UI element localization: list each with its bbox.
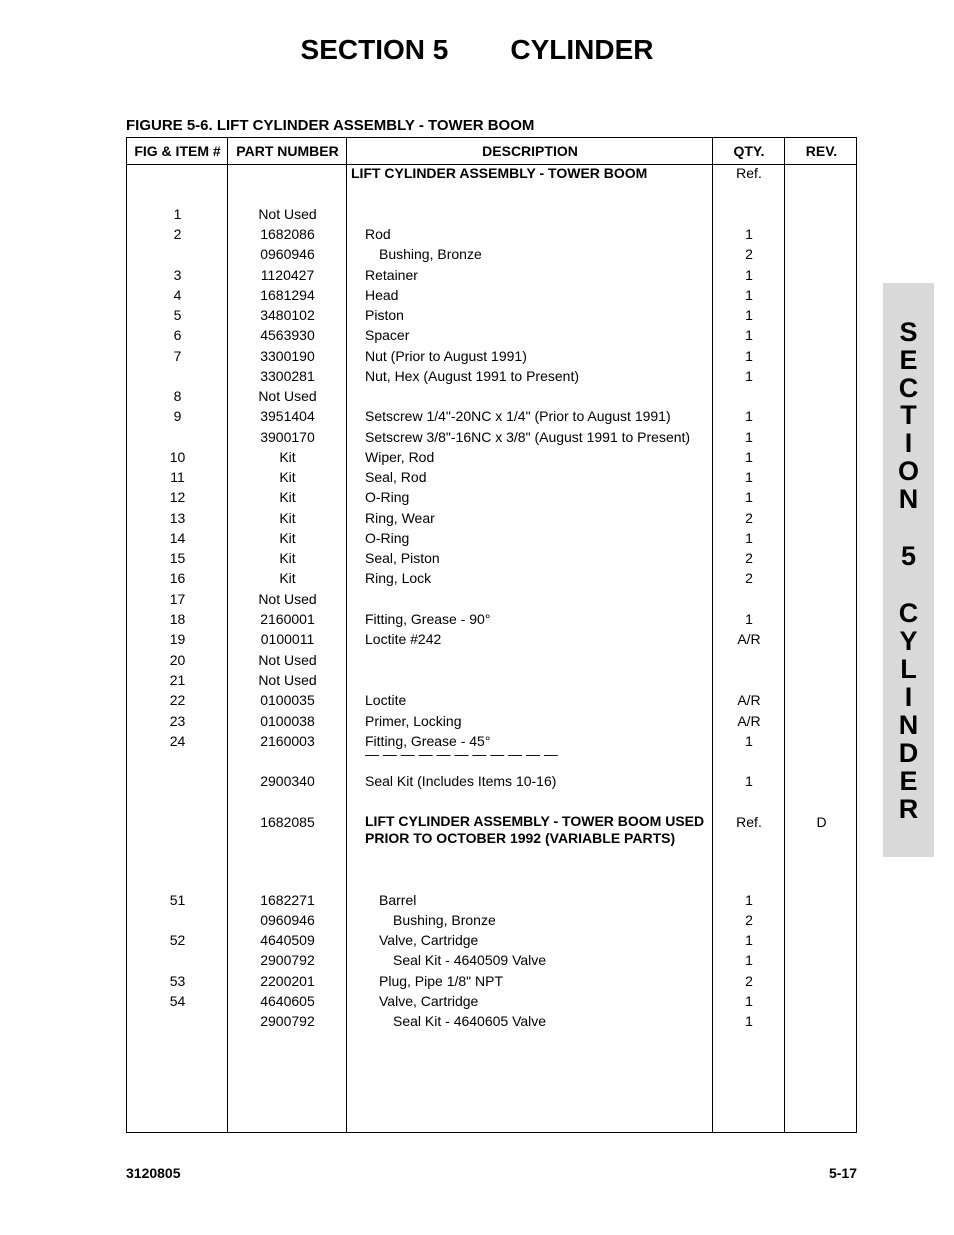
fig-item-cell: 7 [173,348,182,364]
part-number-cell: Not Used [258,672,317,688]
description-cell: Seal, Rod [365,469,427,485]
table-row [127,609,858,629]
table-row [127,548,858,568]
qty-cell: 2 [745,510,753,526]
part-number-cell: 2900792 [260,952,315,968]
table-row [127,508,858,528]
fig-item-cell: 51 [169,892,186,908]
figure-title: FIGURE 5-6. LIFT CYLINDER ASSEMBLY - TOWER BOOM [126,117,535,134]
table-row [127,650,858,670]
table-header [127,138,856,165]
header-part-number: PART NUMBER [236,143,339,159]
description-cell: Valve, Cartridge [379,932,479,948]
qty-cell: 1 [745,489,753,505]
qty-cell: Ref. [736,814,762,830]
header-rev: REV. [805,143,838,159]
part-number-cell: 4640605 [260,993,315,1009]
fig-item-cell: 6 [173,327,182,343]
description-cell: Retainer [365,267,418,283]
fig-item-cell: 1 [173,206,182,222]
qty-cell: 1 [745,611,753,627]
part-number-cell: Kit [279,550,296,566]
fig-item-cell: 18 [169,611,186,627]
side-tab-letter: I [904,682,913,712]
description-cell: — — — — — — — — — — — [365,746,558,762]
fig-item-cell: 19 [169,631,186,647]
part-number-cell: 2160001 [260,611,315,627]
part-number-cell: Kit [279,489,296,505]
table-row [127,744,858,764]
part-number-cell: 2160003 [260,733,315,749]
table-row [127,528,858,548]
description-cell: LIFT CYLINDER ASSEMBLY - TOWER BOOM [351,165,648,181]
description-cell: Seal, Piston [365,550,440,566]
qty-cell: 1 [745,408,753,424]
fig-item-cell: 11 [170,469,185,485]
part-number-cell: 2900792 [260,1013,315,1029]
fig-item-cell: 12 [169,489,186,505]
qty-cell: 1 [745,287,753,303]
qty-cell: 1 [745,993,753,1009]
qty-cell: 1 [745,952,753,968]
table-row [127,950,858,970]
fig-item-cell: 17 [169,591,186,607]
side-tab-letter: L [900,654,917,684]
description-cell: O-Ring [365,489,410,505]
description-cell: Piston [365,307,404,323]
table-row [127,487,858,507]
part-number-cell: Not Used [258,591,317,607]
side-tab-letter: C [898,598,919,628]
qty-cell: 1 [745,226,753,242]
qty-cell: 2 [745,973,753,989]
page-title [0,34,954,66]
side-tab-letter: Y [899,626,918,656]
table-row [127,971,858,991]
description-cell: Nut (Prior to August 1991) [365,348,527,364]
qty-cell: 1 [745,892,753,908]
qty-cell: 1 [745,1013,753,1029]
part-number-cell: 3900170 [260,429,315,445]
part-number-cell: 0960946 [260,912,315,928]
side-tab-label [883,283,884,284]
side-tab-letter: D [898,738,919,768]
fig-item-cell: 52 [169,932,186,948]
part-number-cell: 1681294 [260,287,315,303]
table-row [127,629,858,649]
description-cell: Seal Kit (Includes Items 10-16) [365,773,557,789]
side-tab-letter: E [899,345,918,375]
table-row [127,771,858,791]
part-number-cell: 4640509 [260,932,315,948]
qty-cell: A/R [737,631,761,647]
qty-cell: 1 [745,469,753,485]
table-row [127,265,858,285]
qty-cell: 2 [745,550,753,566]
table-row [127,447,858,467]
qty-cell: 2 [745,246,753,262]
table-row [127,890,858,910]
description-cell: Fitting, Grease - 45° [365,733,491,749]
description-cell: Valve, Cartridge [379,993,479,1009]
table-row [127,670,858,690]
side-tab-letter: R [898,794,919,824]
description-cell: Wiper, Rod [365,449,435,465]
side-tab-letter: C [898,373,919,403]
table-row [127,711,858,731]
description-cell: Ring, Wear [365,510,435,526]
rev-cell: D [816,814,827,830]
description-cell: Setscrew 3/8"-16NC x 3/8" (August 1991 to Present) [365,429,691,445]
qty-cell: A/R [737,713,761,729]
description-cell: Loctite [365,692,407,708]
table-row [127,568,858,588]
part-number-cell: 3300190 [260,348,315,364]
qty-cell: 1 [745,348,753,364]
table-row [127,991,858,1011]
header-qty: QTY. [733,143,765,159]
side-tab-letter: N [898,710,919,740]
qty-cell: 1 [745,267,753,283]
table-row [127,163,858,183]
qty-cell: 1 [745,429,753,445]
description-cell: Primer, Locking [365,713,462,729]
description-cell: O-Ring [365,530,410,546]
qty-cell: 1 [745,368,753,384]
part-number-cell: Kit [279,510,296,526]
table-row [127,690,858,710]
description-cell: Head [365,287,399,303]
qty-cell: 2 [745,912,753,928]
side-tab-letter: T [900,400,917,430]
side-tab-letter: I [904,428,913,458]
part-number-cell: Kit [279,570,296,586]
part-number-cell: Not Used [258,652,317,668]
description-cell: Ring, Lock [365,570,432,586]
qty-cell: 1 [745,733,753,749]
description-cell: Setscrew 1/4"-20NC x 1/4" (Prior to August 1991) [365,408,671,424]
fig-item-cell: 14 [169,530,186,546]
part-number-cell: Kit [279,449,296,465]
description-cell: Loctite #242 [365,631,442,647]
table-row [127,406,858,426]
description-cell: Fitting, Grease - 90° [365,611,491,627]
parts-table [126,137,857,1133]
part-number-cell: 3951404 [260,408,315,424]
fig-item-cell: 53 [169,973,186,989]
table-row [127,589,858,609]
side-tab-letter: O [897,456,919,486]
qty-cell: 1 [745,530,753,546]
side-tab-letter: E [899,766,918,796]
part-number-cell: 0100011 [260,631,315,647]
fig-item-cell: 3 [173,267,182,283]
table-row [127,366,858,386]
fig-item-cell: 54 [169,993,186,1009]
table-row [127,204,858,224]
part-number-cell: Kit [279,469,296,485]
part-number-cell: Not Used [258,388,317,404]
table-row [127,386,858,406]
fig-item-cell: 8 [173,388,182,404]
part-number-cell: 0100035 [260,692,315,708]
description-cell: Barrel [379,892,417,908]
qty-cell: Ref. [736,165,762,181]
qty-cell: 1 [745,932,753,948]
side-tab-letter: S [899,317,918,347]
table-row [127,467,858,487]
description-cell: Spacer [365,327,410,343]
description-cell: LIFT CYLINDER ASSEMBLY - TOWER BOOM USED PRIOR TO OCTOBER 1992 (VARIABLE PARTS) [365,813,705,846]
qty-cell: 1 [745,449,753,465]
fig-item-cell: 13 [169,510,186,526]
table-row [127,244,858,264]
part-number-cell: 0100038 [260,713,315,729]
qty-cell: A/R [737,692,761,708]
part-number-cell: 3480102 [260,307,315,323]
table-row [127,325,858,345]
fig-item-cell: 21 [169,672,186,688]
description-cell: Plug, Pipe 1/8" NPT [379,973,504,989]
description-cell: Seal Kit - 4640605 Valve [393,1013,547,1029]
section-number: SECTION 5 [300,34,449,65]
header-fig-item: FIG & ITEM # [134,143,221,159]
table-row [127,812,858,846]
side-tab-letter: N [898,484,919,514]
qty-cell: 1 [745,327,753,343]
fig-item-cell: 4 [173,287,182,303]
page-number: 5-17 [828,1165,857,1181]
description-cell: Bushing, Bronze [379,246,482,262]
fig-item-cell: 23 [169,713,186,729]
part-number-cell: 2200201 [260,973,315,989]
qty-cell: 1 [745,773,753,789]
part-number-cell: 4563930 [260,327,315,343]
part-number-cell: 1682086 [260,226,315,242]
section-side-tab [883,283,934,857]
table-row [127,224,858,244]
table-row [127,346,858,366]
doc-number: 3120805 [126,1165,181,1181]
description-cell: Bushing, Bronze [393,912,496,928]
section-name: CYLINDER [510,34,654,65]
part-number-cell: 1682271 [260,892,315,908]
description-cell: Rod [365,226,391,242]
part-number-cell: Not Used [258,206,317,222]
part-number-cell: Kit [279,530,296,546]
fig-item-cell: 24 [169,733,186,749]
part-number-cell: 2900340 [260,773,315,789]
table-row [127,930,858,950]
header-description: DESCRIPTION [482,143,578,159]
table-row [127,1011,858,1031]
table-row [127,285,858,305]
table-row [127,305,858,325]
qty-cell: 2 [745,570,753,586]
fig-item-cell: 5 [173,307,182,323]
fig-item-cell: 15 [169,550,186,566]
part-number-cell: 1682085 [260,814,315,830]
part-number-cell: 3300281 [260,368,315,384]
table-row [127,910,858,930]
table-row [127,427,858,447]
description-cell: Seal Kit - 4640509 Valve [393,952,547,968]
side-tab-letter: 5 [900,541,917,571]
fig-item-cell: 22 [169,692,186,708]
fig-item-cell: 20 [169,652,186,668]
fig-item-cell: 16 [169,570,186,586]
qty-cell: 1 [745,307,753,323]
description-cell: Nut, Hex (August 1991 to Present) [365,368,579,384]
fig-item-cell: 2 [173,226,182,242]
fig-item-cell: 9 [173,408,182,424]
part-number-cell: 0960946 [260,246,315,262]
part-number-cell: 1120427 [260,267,315,283]
fig-item-cell: 10 [169,449,186,465]
